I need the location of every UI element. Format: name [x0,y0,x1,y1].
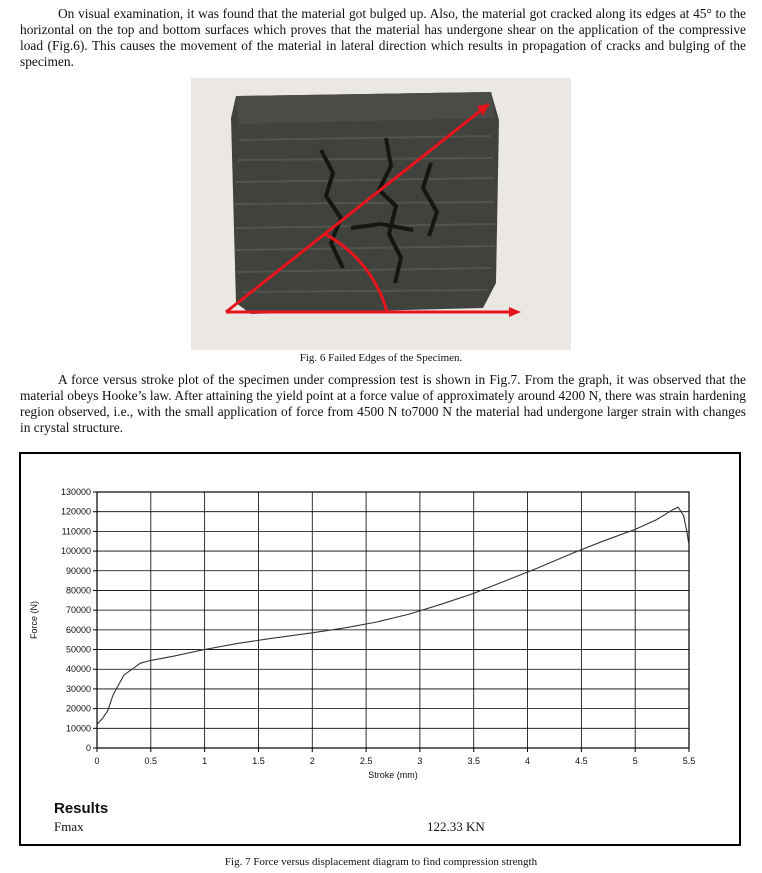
x-tick-label: 1 [202,756,208,766]
plot-area [97,492,689,748]
y-tick-label: 0 [85,743,91,753]
x-tick-label: 5 [632,756,638,766]
specimen-illustration [191,78,571,350]
paragraph-force-stroke: A force versus stroke plot of the specimen under compression test is shown in Fig.7. From the graph, it was observed that the material obeys Hooke’s law. After attaining the yield point at a force value of approximately around 4200 N, there was strain hardening region observed, i.e., with the small application of force from 4500 N to7000 N the material had undergone larger strain with changes in crystal structure. [20,372,746,435]
y-tick-label: 20000 [65,703,91,714]
force-stroke-line [97,507,689,724]
fmax-value: 122.33 KN [427,819,485,834]
y-tick-label: 40000 [65,664,91,675]
y-axis-title: Force (N) [29,601,39,639]
fmax-label: Fmax [54,819,84,834]
y-tick-label: 120000 [60,506,91,517]
paragraph-visual-examination: On visual examination, it was found that the material got bulged up. Also, the material got cracked along its edges at 45° to the horizontal on the top and bottom surfaces which proves that the material has undergone shear on the application of the compressive load (Fig.6). This causes the movement of the material in lateral direction which results in propagation of cracks and bulging of the specimen. [20,6,746,69]
y-tick-label: 60000 [65,624,91,635]
x-axis-title: Stroke (mm) [368,770,418,780]
x-tick-label: 0.5 [144,756,158,766]
y-tick-label: 130000 [60,487,91,497]
force-stroke-plot [21,454,739,844]
x-tick-label: 4.5 [575,756,588,766]
x-tick-label: 5.5 [682,756,696,766]
x-tick-label: 2 [309,756,315,766]
x-tick-label: 3.5 [467,756,480,766]
x-tick-label: 1.5 [252,756,265,766]
y-tick-label: 80000 [65,585,91,596]
x-tick-label: 4 [525,756,531,766]
y-tick-label: 70000 [65,605,91,616]
y-tick-label: 10000 [65,723,91,734]
x-tick-label: 3 [417,756,423,766]
figure-6-caption: Fig. 6 Failed Edges of the Specimen. [299,352,463,364]
x-tick-label: 2.5 [359,756,373,766]
y-tick-label: 100000 [60,546,91,557]
y-tick-label: 110000 [61,526,91,537]
results-title: Results [54,800,109,817]
x-tick-label: 0 [94,756,100,766]
figure-7-caption: Fig. 7 Force versus displacement diagram to find compression strength [224,856,538,868]
y-tick-label: 30000 [65,683,91,694]
y-tick-label: 90000 [65,565,91,576]
specimen-photo [191,78,571,350]
figure-7-chart [19,452,741,846]
y-tick-label: 50000 [65,644,91,655]
